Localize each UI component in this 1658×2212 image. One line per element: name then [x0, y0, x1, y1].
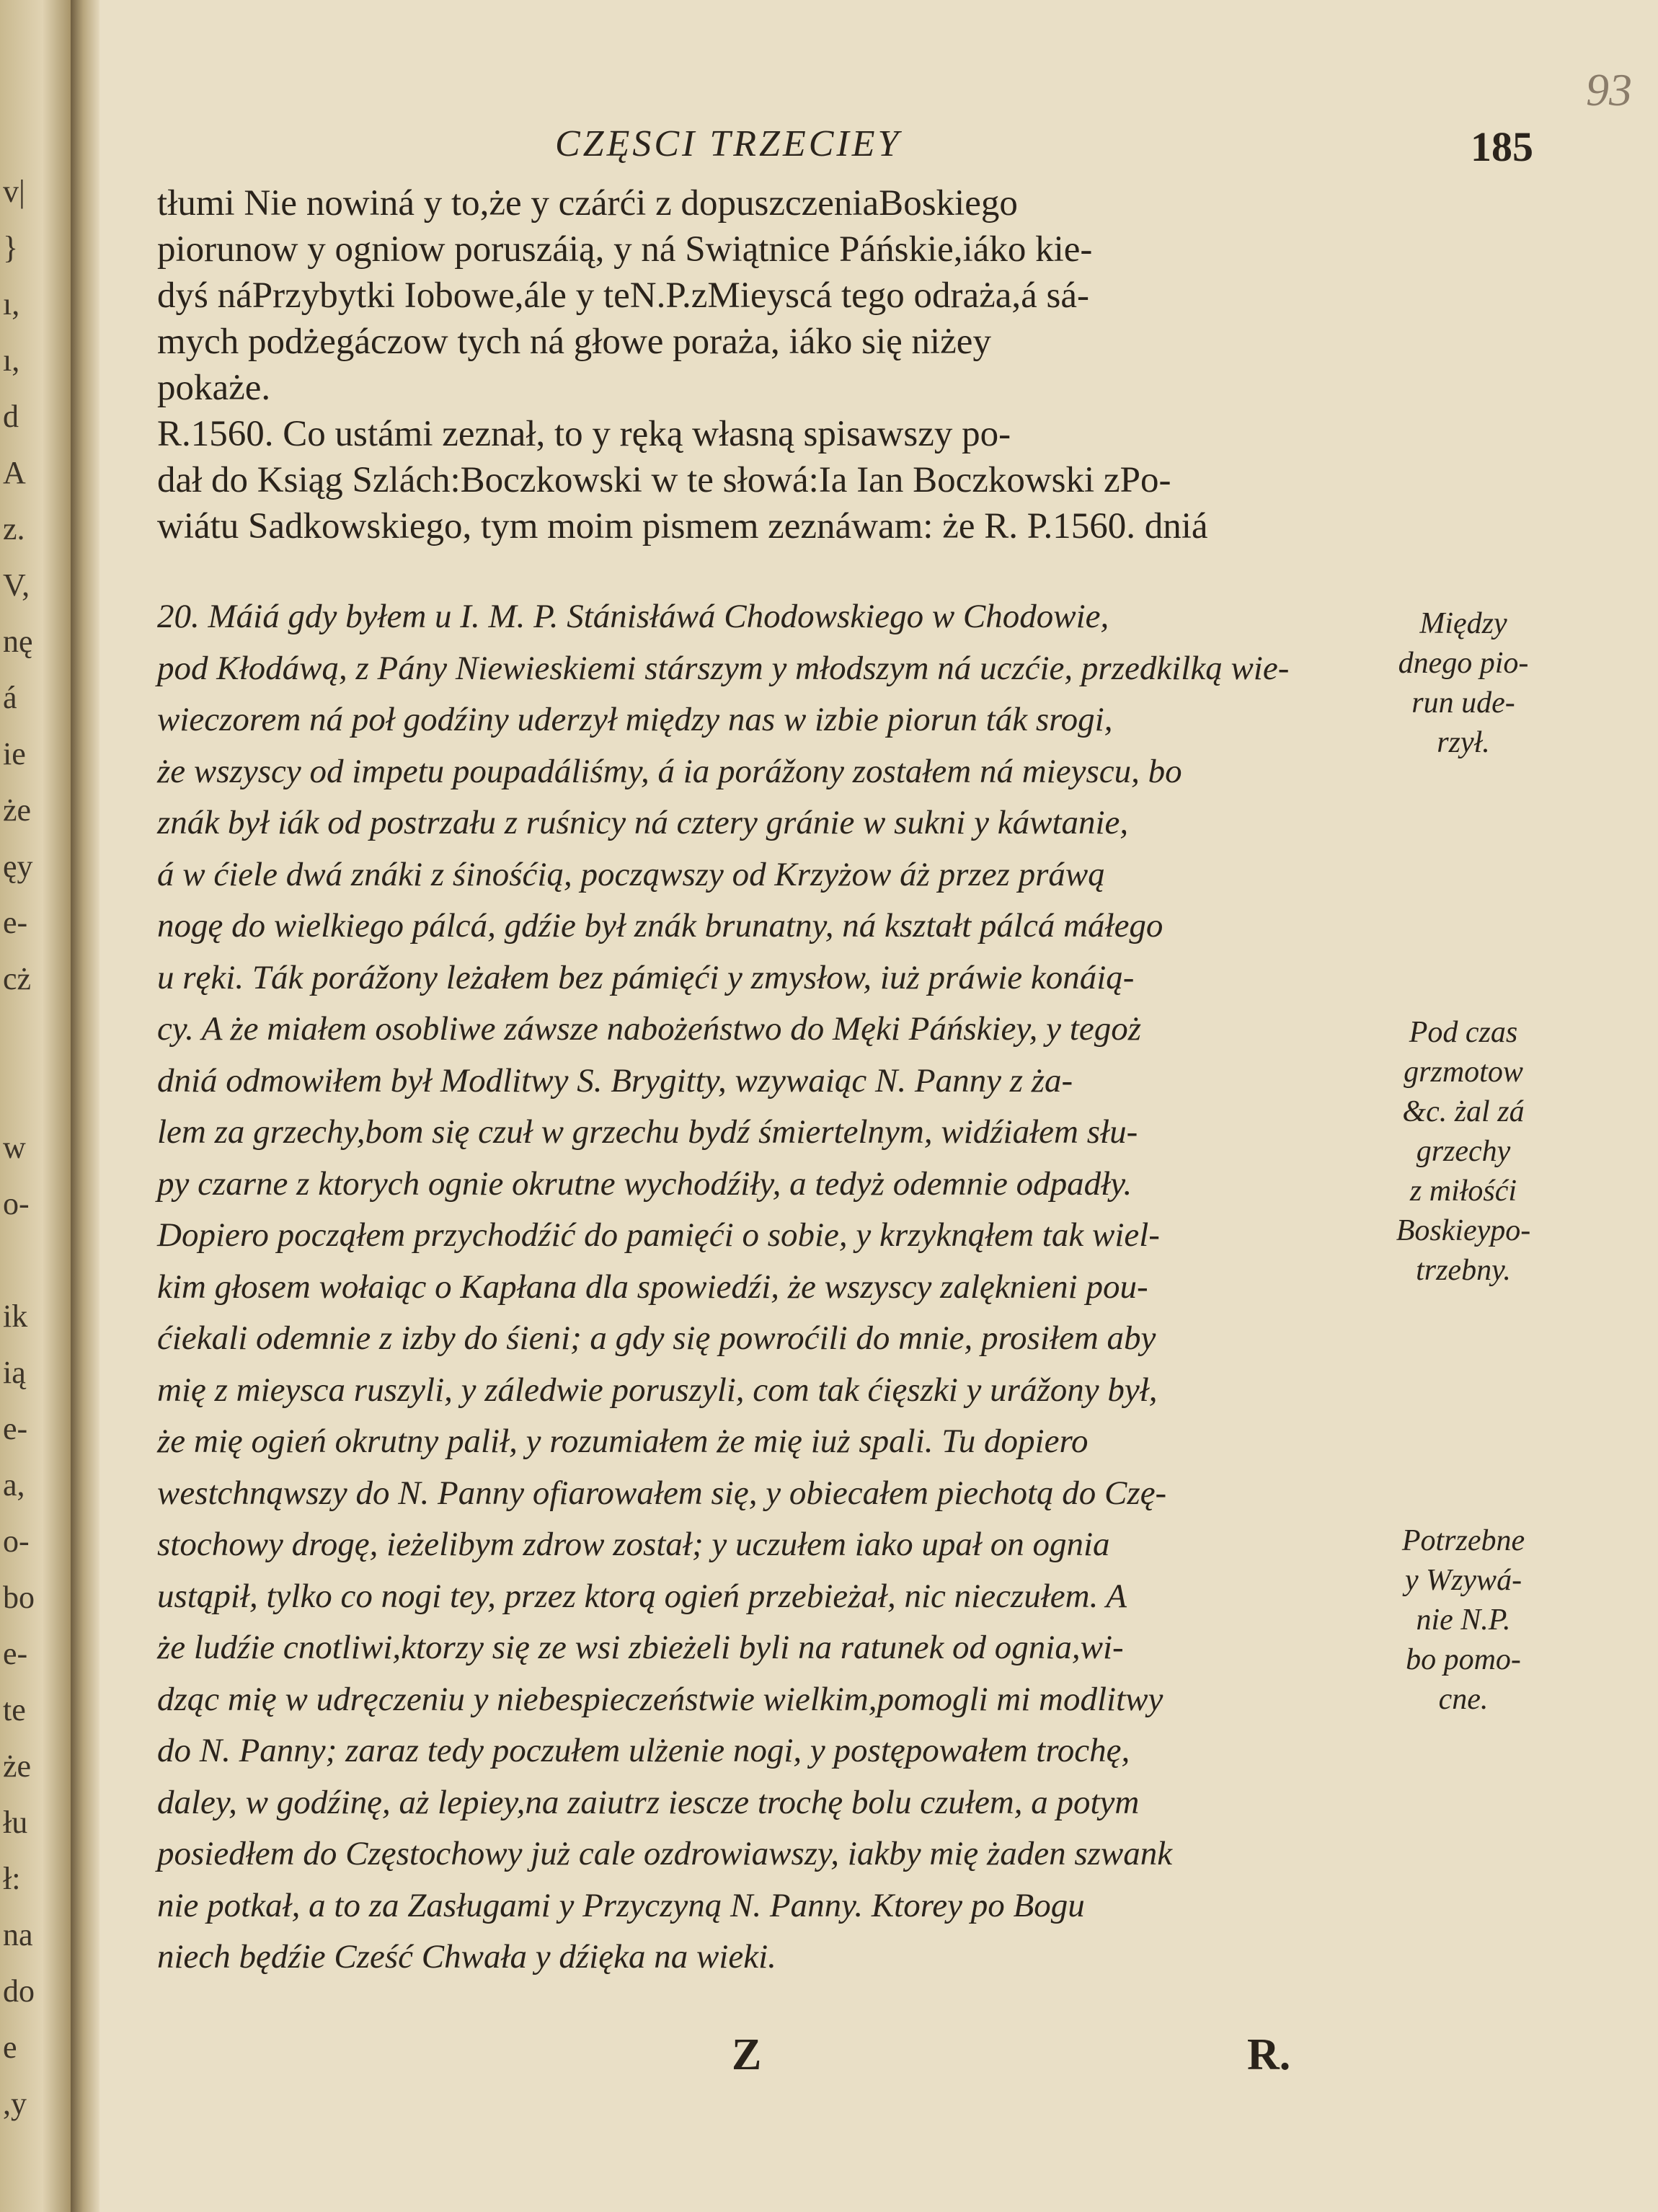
- margin-note-line: run ude-: [1411, 686, 1515, 720]
- italic-body-line: że wszyscy od impetu poupadáliśmy, á ia porážony zostałem ná mieyscu, bo: [157, 752, 1182, 790]
- margin-note-line: Pod czas: [1409, 1016, 1518, 1049]
- italic-body-line: dząc mię w udręczeniu y niebespieczeństwie wielkim,pomogli mi modlitwy: [157, 1680, 1163, 1718]
- facing-page-line: d: [3, 399, 19, 434]
- facing-page-line: ,y: [3, 2086, 27, 2121]
- facing-page-line: ı,: [3, 342, 20, 378]
- italic-body-line: py czarne z ktorych ognie okrutne wychodźiły, a tedyż odemnie odpadły.: [157, 1164, 1132, 1203]
- italic-body-line: á w ćiele dwá znáki z śinośćią, począwszy od Krzyżow áż przez práwą: [157, 855, 1105, 893]
- body-line: dał do Ksiąg Szlách:Boczkowski w te słowá:Ia Ian Boczkowski zPo-: [157, 460, 1171, 500]
- handwritten-folio-number: 93: [1586, 64, 1632, 115]
- italic-body-line: stochowy drogę, ieżelibym zdrow został; y uczułem iako upał on ognia: [157, 1526, 1110, 1563]
- body-text-italic: [157, 591, 1383, 1983]
- italic-body-line: Dopiero począłem przychodźić do pamięći o sobie, y krzyknąłem tak wiel-: [157, 1216, 1160, 1254]
- body-line: piorunow y ogniow poruszáią, y ná Swiątnice Páńskie,iáko kie-: [157, 229, 1093, 270]
- facing-page-line: łu: [3, 1805, 28, 1840]
- facing-page-line: o-: [3, 1186, 30, 1221]
- italic-body-line: posiedłem do Częstochowy już cale ozdrowiawszy, iakby mię żaden szwank: [157, 1835, 1173, 1872]
- body-line: mych podżegáczow tych ná głowe poraża, iáko się niżey: [157, 322, 991, 362]
- italic-body-line: dniá odmowiłem był Modlitwy S. Brygitty, wzywaiąc N. Panny z ża-: [157, 1061, 1073, 1100]
- body-line: pokaże.: [157, 368, 271, 408]
- body-text-upper: [157, 180, 1368, 549]
- facing-page-line: ęy: [3, 849, 33, 884]
- facing-page-line: z.: [3, 511, 25, 547]
- italic-body-line: u ręki. Ták porážony leżałem bez pámięći y zmysłow, iuż práwie konáią-: [157, 958, 1135, 996]
- italic-body-line: znák był iák od postrzału z ruśnicy ná cztery gránie w sukni y káwtanie,: [157, 804, 1129, 841]
- margin-note-line: Potrzebne: [1401, 1524, 1525, 1557]
- facing-page-line: ik: [3, 1299, 28, 1334]
- catchword-right: R.: [1247, 2030, 1291, 2079]
- facing-page-line: w: [3, 1130, 26, 1165]
- italic-body-line: daley, w godźinę, aż lepiey,na zaiutrz iescze trochę bolu czułem, a potym: [157, 1783, 1140, 1821]
- margin-note-line: z miłośći: [1409, 1174, 1517, 1208]
- italic-body-line: westchnąwszy do N. Panny ofiarowałem się, y obiecałem piechotą do Czę-: [157, 1474, 1167, 1512]
- margin-note-line: dnego pio-: [1398, 647, 1529, 680]
- italic-body-line: mię z mieysca ruszyli, y záledwie poruszyli, com tak ćięszki y urážony był,: [157, 1371, 1158, 1409]
- italic-body-line: cy. A że miałem osobliwe záwsze nabożeństwo do Męki Páńskiey, y tegoż: [157, 1010, 1141, 1048]
- facing-page-line: [3, 1242, 61, 1279]
- italic-body-line: nie potkał, a to za Zasługami y Przyczyną N. Panny. Ktorey po Bogu: [157, 1886, 1085, 1924]
- page-number: 185: [1471, 123, 1533, 170]
- italic-body-line: pod Kłodáwą, z Pány Niewieskiemi stárszym y młodszym ná uczćie, przedkilką wie-: [157, 649, 1290, 687]
- margin-note-line: grzmotow: [1404, 1056, 1523, 1089]
- facing-page-line: cż: [3, 961, 32, 996]
- italic-body-line: 20. Máiá gdy byłem u I. M. P. Stánisłáwá Chodowskiego w Chodowie,: [157, 598, 1109, 635]
- body-line: dyś náPrzybytki Iobowe,ále y teN.P.zMieyscá tego odraża,á sá-: [157, 275, 1090, 316]
- facing-page-line: te: [3, 1692, 26, 1727]
- facing-page-line: v|: [3, 174, 25, 209]
- body-line: R.1560. Co ustámi zeznał, to y ręką własną spisawszy po-: [157, 414, 1011, 454]
- facing-page-edge: [0, 0, 71, 2212]
- margin-note-line: rzył.: [1437, 726, 1490, 759]
- italic-body-line: ustąpił, tylko co nogi tey, przez ktorą ogień przebieżał, nic nieczułem. A: [157, 1577, 1127, 1615]
- margin-note-line: Między: [1419, 607, 1507, 640]
- facing-page-line: e-: [3, 1411, 28, 1446]
- facing-page-line: e-: [3, 1636, 28, 1671]
- facing-page-line: do: [3, 1973, 35, 2009]
- margin-note-line: y Wzywá-: [1404, 1564, 1522, 1597]
- margin-note-line: grzechy: [1416, 1135, 1511, 1168]
- facing-page-line: na: [3, 1917, 33, 1952]
- margin-note-line: &c. żal zá: [1402, 1095, 1525, 1128]
- facing-page-line: e-: [3, 905, 28, 940]
- italic-body-line: kim głosem wołaiąc o Kapłana dla spowiedźi, że wszyscy zalęknieni pou-: [157, 1268, 1148, 1306]
- italic-body-line: wieczorem ná poł godźiny uderzył między nas w izbie piorun ták srogi,: [157, 701, 1113, 738]
- facing-page-line: V,: [3, 567, 30, 603]
- italic-body-line: lem za grzechy,bom się czuł w grzechu bydź śmiertelnym, widźiałem słu-: [157, 1113, 1138, 1151]
- facing-page-line: ł:: [3, 1861, 21, 1896]
- book-gutter: [71, 0, 99, 2212]
- body-line: tłumi Nie nowiná y to,że y czárći z dopuszczeniaBoskiego: [157, 183, 1018, 224]
- facing-page-line: }: [3, 230, 19, 265]
- italic-body-line: że mię ogień okrutny palił, y rozumiałem że mię iuż spali. Tu dopiero: [157, 1423, 1089, 1460]
- facing-page-line: bo: [3, 1580, 35, 1615]
- facing-page-line: [3, 1017, 61, 1054]
- margin-note-line: cne.: [1438, 1683, 1489, 1716]
- facing-page-line: ie: [3, 736, 26, 771]
- margin-note-1: [1380, 604, 1546, 763]
- facing-page-line: á: [3, 680, 17, 715]
- margin-note-line: trzebny.: [1416, 1254, 1511, 1287]
- margin-note-line: nie N.P.: [1416, 1603, 1511, 1637]
- facing-page-line: że: [3, 792, 32, 828]
- margin-note-3: [1380, 1521, 1546, 1720]
- facing-page-line: ı,: [3, 286, 20, 322]
- italic-body-line: nogę do wielkiego pálcá, gdźie był znák brunatny, ná kształt pálcá máłego: [157, 907, 1163, 944]
- facing-page-line: [3, 1073, 61, 1110]
- facing-page-line: e: [3, 2030, 17, 2065]
- margin-note-line: bo pomo-: [1406, 1643, 1521, 1676]
- italic-body-line: do N. Panny; zaraz tedy poczułem ulżenie nogi, y postępowałem trochę,: [157, 1732, 1130, 1769]
- facing-page-line: a,: [3, 1467, 25, 1503]
- body-line: wiátu Sadkowskiego, tym moim pismem zeznáwam: że R. P.1560. dniá: [157, 506, 1208, 547]
- facing-page-line: ią: [3, 1355, 26, 1390]
- catchword-left: Z: [732, 2030, 762, 2079]
- running-title: CZĘSCI TRZECIEY: [555, 123, 902, 164]
- margin-note-line: Boskieypo-: [1396, 1214, 1531, 1247]
- facing-page-line: że: [3, 1748, 32, 1784]
- italic-body-line: niech będźie Cześć Chwała y dźięka na wieki.: [157, 1938, 776, 1976]
- italic-body-line: ćiekali odemnie z izby do śieni; a gdy się powroćili do mnie, prosiłem aby: [157, 1319, 1156, 1357]
- facing-page-line: A: [3, 455, 26, 490]
- facing-page-line: o-: [3, 1523, 30, 1559]
- margin-note-2: [1380, 1013, 1546, 1291]
- italic-body-line: że ludźie cnotliwi,ktorzy się ze wsi zbieżeli byli na ratunek od ognia,wi-: [157, 1629, 1124, 1666]
- facing-page-line: nę: [3, 624, 33, 659]
